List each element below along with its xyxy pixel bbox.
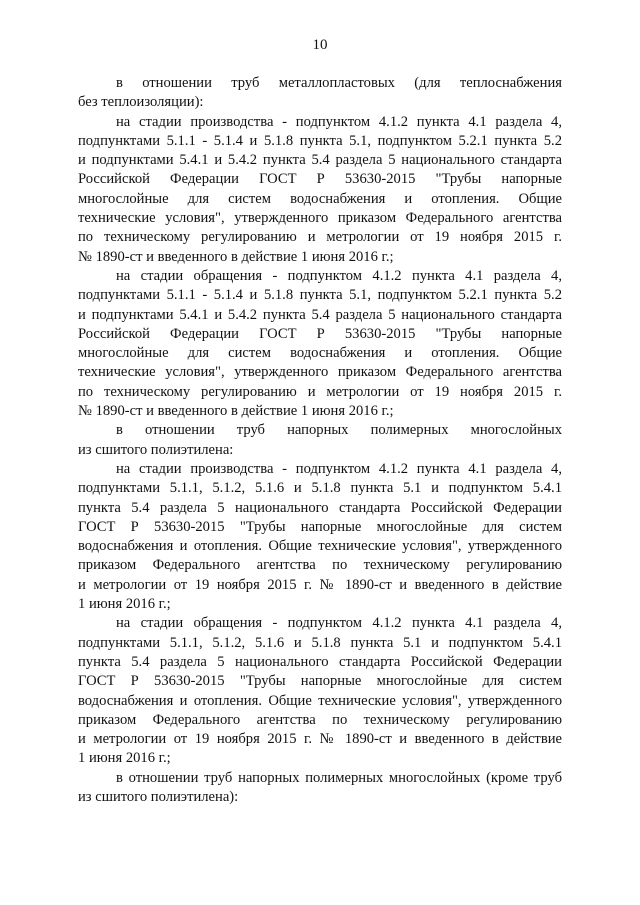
text-line: по техническому регулированию и метрологии от 19 ноября 2015 г.	[78, 383, 562, 400]
paragraph	[78, 74, 562, 113]
paragraph	[78, 267, 562, 421]
paragraph	[78, 769, 562, 808]
text-line: на стадии производства - подпунктом 4.1.2 пункта 4.1 раздела 4,	[116, 460, 562, 477]
text-line: на стадии производства - подпунктом 4.1.2 пункта 4.1 раздела 4,	[116, 113, 562, 130]
text-line: по техническому регулированию и метрологии от 19 ноября 2015 г.	[78, 229, 562, 246]
page-number: 10	[312, 37, 328, 53]
text-line: 1 июня 2016 г.;	[78, 596, 171, 613]
text-line: водоснабжения и отопления. Общие технические условия", утвержденного	[78, 538, 562, 555]
text-line: приказом Федерального агентства по техническому регулированию	[78, 557, 562, 574]
text-line: ГОСТ Р 53630-2015 "Трубы напорные многослойные для систем	[78, 673, 562, 690]
text-line: технические условия", утвержденного приказом Федерального агентства	[78, 364, 562, 381]
text-line: из сшитого полиэтилена:	[78, 441, 234, 458]
text-line: технические условия", утвержденного приказом Федерального агентства	[78, 210, 562, 227]
text-line: в отношении труб напорных полимерных многослойных	[116, 422, 562, 439]
text-line: на стадии обращения - подпунктом 4.1.2 пункта 4.1 раздела 4,	[116, 615, 562, 632]
text-line: пункта 5.4 раздела 5 национального стандарта Российской Федерации	[78, 499, 562, 516]
text-line: пункта 5.4 раздела 5 национального стандарта Российской Федерации	[78, 653, 562, 670]
text-line: из сшитого полиэтилена):	[78, 788, 239, 805]
text-line: подпунктами 5.1.1, 5.1.2, 5.1.6 и 5.1.8 пункта 5.1 и подпунктом 5.4.1	[78, 480, 562, 497]
text-line: и метрологии от 19 ноября 2015 г. № 1890-ст и введенного в действие	[78, 576, 562, 593]
text-line: Российской Федерации ГОСТ Р 53630-2015 "Трубы напорные	[78, 325, 562, 342]
text-line: и подпунктами 5.4.1 и 5.4.2 пункта 5.4 раздела 5 национального стандарта	[78, 152, 562, 169]
text-line: многослойные для систем водоснабжения и отопления. Общие	[78, 345, 562, 362]
document-body	[78, 74, 562, 807]
text-line: 1 июня 2016 г.;	[78, 750, 171, 767]
paragraph	[78, 113, 562, 267]
text-line: подпунктами 5.1.1 - 5.1.4 и 5.1.8 пункта 5.1, подпунктом 5.2.1 пункта 5.2	[78, 132, 562, 149]
paragraph	[78, 421, 562, 460]
text-line: подпунктами 5.1.1, 5.1.2, 5.1.6 и 5.1.8 пункта 5.1 и подпунктом 5.4.1	[78, 634, 562, 651]
text-line: и подпунктами 5.4.1 и 5.4.2 пункта 5.4 раздела 5 национального стандарта	[78, 306, 562, 323]
text-line: Российской Федерации ГОСТ Р 53630-2015 "Трубы напорные	[78, 171, 562, 188]
paragraph	[78, 614, 562, 768]
text-line: № 1890-ст и введенного в действие 1 июня 2016 г.;	[78, 248, 394, 265]
text-line: подпунктами 5.1.1 - 5.1.4 и 5.1.8 пункта 5.1, подпунктом 5.2.1 пункта 5.2	[78, 287, 562, 304]
text-line: в отношении труб напорных полимерных многослойных (кроме труб	[116, 769, 562, 786]
paragraph	[78, 460, 562, 614]
text-line: без теплоизоляции):	[78, 94, 204, 111]
text-line: на стадии обращения - подпунктом 4.1.2 пункта 4.1 раздела 4,	[116, 267, 562, 284]
text-line: приказом Федерального агентства по техническому регулированию	[78, 711, 562, 728]
text-line: в отношении труб металлопластовых (для теплоснабжения	[116, 75, 562, 91]
text-line: многослойные для систем водоснабжения и отопления. Общие	[78, 190, 562, 207]
text-line: ГОСТ Р 53630-2015 "Трубы напорные многослойные для систем	[78, 518, 562, 535]
text-line: водоснабжения и отопления. Общие технические условия", утвержденного	[78, 692, 562, 709]
text-line: № 1890-ст и введенного в действие 1 июня 2016 г.;	[78, 403, 394, 420]
text-line: и метрологии от 19 ноября 2015 г. № 1890-ст и введенного в действие	[78, 731, 562, 748]
